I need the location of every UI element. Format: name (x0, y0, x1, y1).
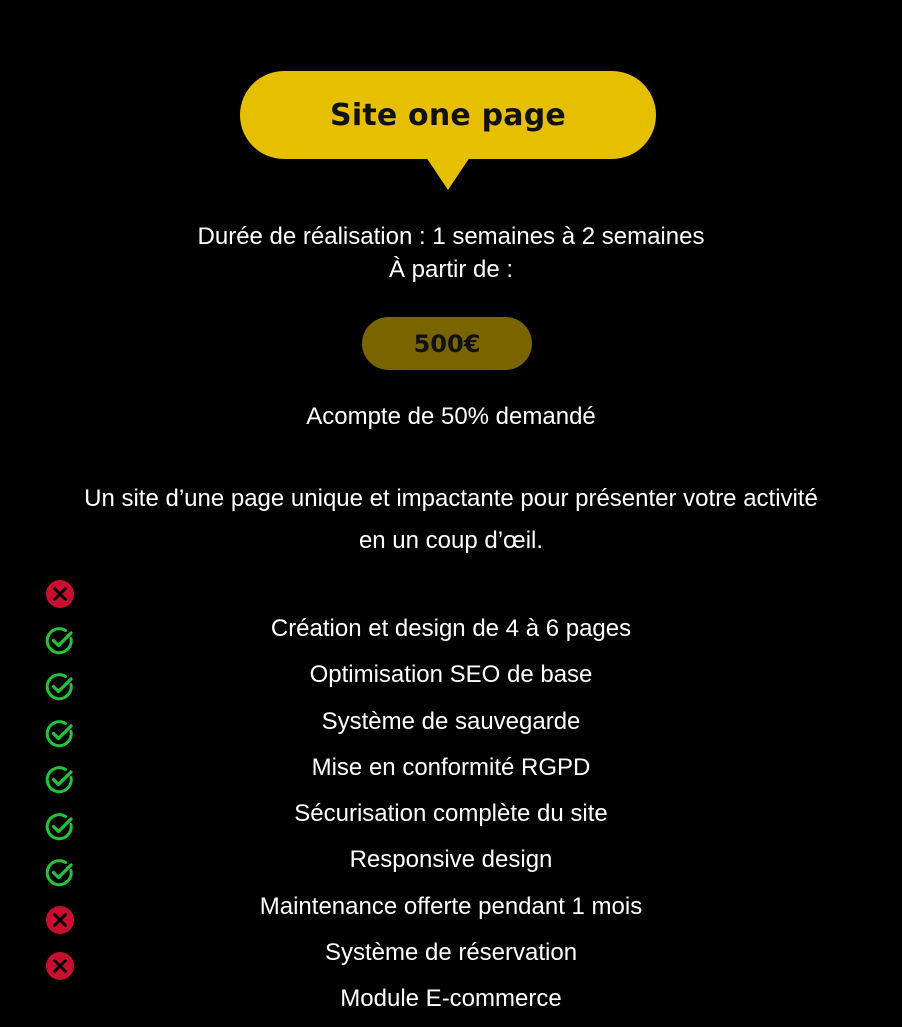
feature-item: Système de sauvegarde (321, 707, 581, 735)
title-bubble (240, 71, 656, 159)
feature-item: Sécurisation complète du site (294, 800, 608, 828)
title-bubble-tail (426, 157, 470, 190)
feature-item: Maintenance offerte pendant 1 mois (259, 892, 643, 920)
duration-text: Durée de réalisation : 1 semaines à 2 semaines (197, 223, 705, 250)
price-value: 500€ (413, 329, 481, 358)
description-line-2: en un coup d’œil. (358, 527, 544, 554)
feature-item: Création et design de 4 à 6 pages (270, 615, 632, 642)
price-badge (362, 317, 532, 370)
description-line-1: Un site d’une page unique et impactante pour présenter votre activité (84, 485, 818, 512)
feature-item: Système de réservation (324, 939, 578, 967)
cross-icon (44, 578, 76, 610)
feature-list (0, 610, 902, 1027)
deposit-text: Acompte de 50% demandé (306, 403, 596, 430)
feature-item: Responsive design (349, 846, 553, 874)
feature-item: Optimisation SEO de base (309, 661, 593, 689)
from-text: À partir de : (388, 256, 514, 283)
feature-item: Mise en conformité RGPD (311, 753, 591, 781)
feature-item: Module E-commerce (340, 985, 562, 1013)
page-title: Site one page (330, 97, 566, 133)
description (30, 478, 872, 562)
